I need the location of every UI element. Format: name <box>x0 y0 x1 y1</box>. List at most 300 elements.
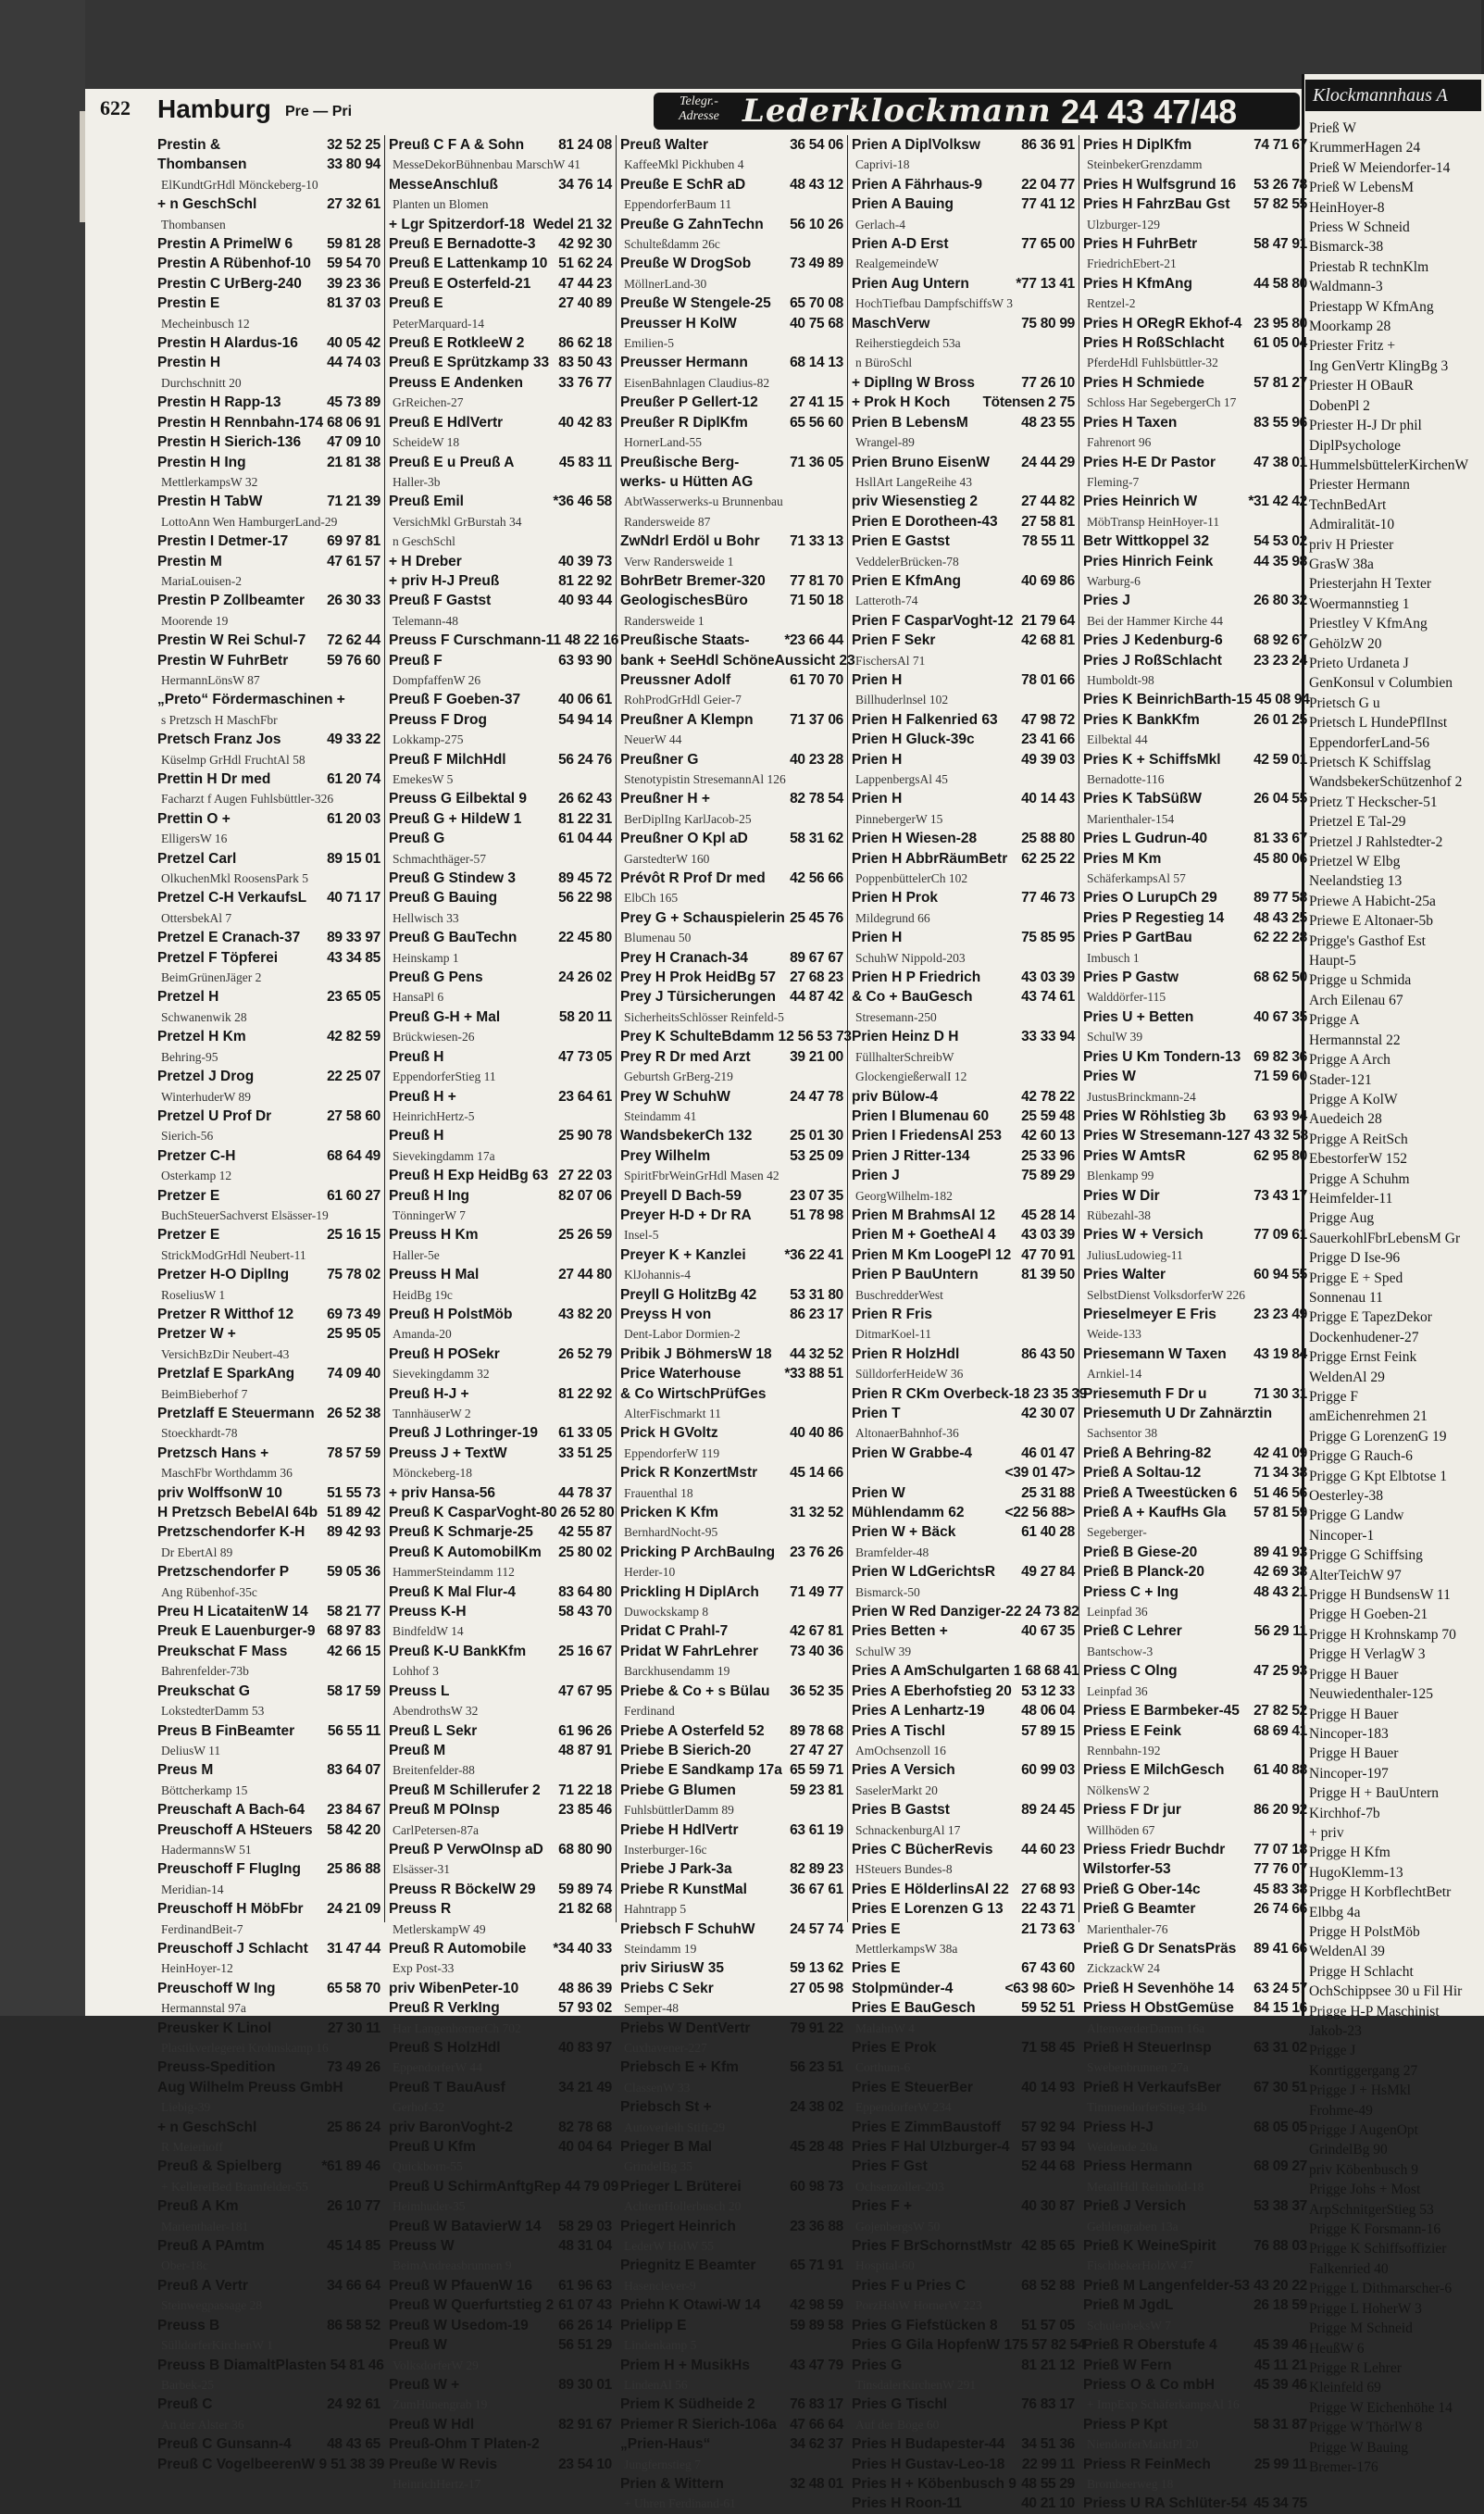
directory-entry <box>157 2217 380 2236</box>
directory-entry <box>1083 1186 1307 1206</box>
directory-entry <box>1083 2316 1307 2335</box>
entry-name: Pretzel Carl <box>157 850 237 867</box>
entry-name: EmekesW 5 <box>393 772 454 786</box>
directory-entry <box>1083 234 1307 254</box>
entry-name: Pries H-E Dr Pastor <box>1083 454 1216 470</box>
entry-name: Bahrenfelder-73b <box>161 1664 249 1679</box>
entry-name: Prien A DiplVolksw <box>852 137 980 153</box>
entry-phone: 27 58 81 <box>1021 513 1075 530</box>
directory-entry <box>389 2137 612 2157</box>
entry-name: Prien R CKm Overbeck-18 <box>852 1385 1030 1402</box>
entry-phone: 57 93 94 <box>1021 2139 1075 2156</box>
entry-name: DitmarKoel-11 <box>855 1327 931 1342</box>
entry-name: Preuschoff F FlugIng <box>157 1861 301 1878</box>
entry-name: VersichBzDir Neubert-43 <box>161 1346 290 1361</box>
entry-phone: 65 56 60 <box>790 414 843 431</box>
entry-name: MettlerkampsW 32 <box>161 474 258 489</box>
directory-entry <box>1083 1265 1307 1284</box>
directory-entry <box>852 928 1075 947</box>
next-page-entry: Bremer-176 <box>1309 2458 1378 2475</box>
directory-entry <box>620 234 843 254</box>
directory-entry <box>389 2335 612 2355</box>
directory-entry <box>620 789 843 808</box>
directory-entry <box>389 2395 612 2414</box>
directory-entry <box>852 1840 1075 1859</box>
entry-name: Preus M <box>157 1762 214 1779</box>
directory-entry <box>157 1423 380 1443</box>
entry-phone: 61 96 63 <box>558 2277 612 2294</box>
entry-name: Prey H Cranach-34 <box>620 949 748 966</box>
entry-name: Marienthaler-154 <box>1087 811 1175 826</box>
entry-name: Haller-5e <box>393 1247 440 1262</box>
entry-name: Mecheinbusch 12 <box>161 316 250 331</box>
entry-name: Pries H RoßSchlacht <box>1083 335 1225 352</box>
directory-entry <box>852 1562 1075 1582</box>
entry-phone: 71 33 13 <box>790 533 843 550</box>
entry-name: Wrangel-89 <box>855 435 915 450</box>
entry-phone: 54 53 02 <box>1253 533 1307 550</box>
entry-phone: 42 59 01 <box>1253 751 1307 768</box>
directory-entry <box>852 2019 1075 2038</box>
directory-entry <box>389 1939 612 1958</box>
directory-entry <box>620 1324 843 1344</box>
directory-entry <box>157 1364 380 1383</box>
directory-entry <box>389 1285 612 1305</box>
entry-name: Pries W AmtsR <box>1083 1147 1186 1164</box>
directory-entry <box>620 453 843 472</box>
entry-name: Pries E BauGesch <box>852 2000 976 2017</box>
entry-name: Facharzt f Augen Fuhlsbüttler-326 <box>161 792 334 807</box>
directory-entry <box>157 750 380 769</box>
directory-entry <box>620 750 843 769</box>
directory-entry <box>852 155 1075 174</box>
directory-entry <box>620 1800 843 1820</box>
entry-name: Prestin H TabW <box>157 494 263 510</box>
entry-phone: 62 22 28 <box>1253 930 1307 946</box>
directory-entry <box>1083 1880 1307 1899</box>
entry-phone: 81 33 67 <box>1253 831 1307 847</box>
next-page-entry: Prigge L HoherW 3 <box>1309 2300 1422 2317</box>
entry-phone: 42 30 07 <box>1021 1406 1075 1421</box>
entry-name: Preuß E HdlVertr <box>389 414 504 431</box>
entry-name: Breitenfelder-88 <box>393 1763 475 1778</box>
entry-phone: 34 62 37 <box>790 2436 843 2453</box>
next-page-entry: Priewe E Altonaer-5b <box>1309 913 1433 930</box>
directory-entry <box>157 1899 380 1919</box>
directory-entry <box>852 492 1075 511</box>
directory-entry <box>852 353 1075 372</box>
directory-entry <box>620 1840 843 1859</box>
directory-entry <box>852 1621 1075 1641</box>
directory-entry <box>157 274 380 294</box>
entry-name: Emilien-5 <box>624 336 674 351</box>
entry-phone: 65 58 70 <box>327 1980 380 1996</box>
entry-phone: 83 64 07 <box>327 1762 380 1779</box>
directory-entry <box>620 175 843 194</box>
entry-name: Preuß F <box>389 652 443 669</box>
entry-name: Prien P BauUntern <box>852 1267 979 1283</box>
entry-phone: 40 30 87 <box>1021 2198 1075 2215</box>
directory-entry <box>852 1146 1075 1166</box>
entry-name: Pries H DiplKfm <box>1083 137 1192 153</box>
directory-entry <box>389 1047 612 1067</box>
directory-entry <box>1083 215 1307 234</box>
entry-name: Schloss Har SegebergerCh 17 <box>1087 395 1237 410</box>
entry-name: Priesemuth F Dr u <box>1083 1385 1207 1402</box>
entry-name: HadermannsW 51 <box>161 1842 252 1857</box>
directory-entry <box>1083 333 1307 353</box>
next-page-entry: EppendorferLand-56 <box>1309 734 1429 751</box>
directory-entry <box>389 1840 612 1859</box>
directory-entry <box>389 1880 612 1899</box>
entry-phone: 26 52 79 <box>558 1345 612 1362</box>
entry-phone: 48 43 65 <box>327 2436 380 2453</box>
entry-phone: 45 83 11 <box>558 454 612 470</box>
entry-name: Prien M + GoetheAl 4 <box>852 1227 996 1244</box>
entry-name: Plastikverlegerei Krohnskamp 16 <box>161 2041 329 2055</box>
entry-name: BernhardNocht-95 <box>624 1525 718 1540</box>
next-page-entry: Falkenried 40 <box>1309 2260 1389 2277</box>
entry-name: Pretzel E Cranach-37 <box>157 930 301 946</box>
entry-phone: *36 22 41 <box>784 1246 843 1263</box>
directory-entry <box>620 1760 843 1780</box>
entry-name: Preuss K-H <box>389 1604 467 1620</box>
entry-phone: 40 42 83 <box>558 414 612 431</box>
entry-name: Pries J Kedenburg-6 <box>1083 632 1223 649</box>
entry-name: SchulW 39 <box>855 1644 912 1658</box>
entry-name: Prien E KfmAng <box>852 572 961 589</box>
directory-entry <box>620 690 843 709</box>
entry-phone: 78 57 59 <box>327 1445 380 1461</box>
entry-phone: 76 88 03 <box>1253 2238 1307 2255</box>
next-page-entry: GenKonsul v Columbien <box>1309 675 1453 692</box>
directory-entry <box>1083 809 1307 829</box>
entry-name: Pries G Fiefstücken 8 <box>852 2317 998 2333</box>
directory-entry <box>157 1621 380 1641</box>
entry-name: Cuxhavener-227 <box>624 2041 707 2055</box>
entry-phone: 68 52 88 <box>1021 2277 1075 2294</box>
directory-entry <box>852 1781 1075 1800</box>
entry-phone: 26 01 25 <box>1253 711 1307 728</box>
entry-name: Pridat W FahrLehrer <box>620 1643 758 1659</box>
entry-name: Amanda-20 <box>393 1327 452 1342</box>
directory-entry <box>620 2356 843 2375</box>
entry-name: HsllArt LangeReihe 43 <box>855 474 972 489</box>
entry-phone: 67 30 51 <box>1253 2079 1307 2095</box>
entry-phone: 23 41 66 <box>1021 732 1075 748</box>
entry-name: Preuß K Schmarje-25 <box>389 1524 533 1541</box>
entry-name: HornerLand-55 <box>624 435 702 450</box>
entry-phone: 69 73 49 <box>327 1306 380 1322</box>
entry-phone: 81 24 08 <box>558 137 612 153</box>
directory-entry <box>620 1958 843 1978</box>
entry-name: Preuß U SchirmAnftgRep <box>389 2178 562 2195</box>
entry-name: MaschFbr Worthdamm 36 <box>161 1466 293 1481</box>
directory-entry <box>620 968 843 987</box>
entry-name: Priess Hermann <box>1083 2158 1193 2175</box>
next-page-entry: Nincoper-183 <box>1309 1725 1389 1742</box>
entry-name: Autoverleih Stift-29 <box>624 2120 726 2134</box>
directory-entry <box>1083 314 1307 333</box>
entry-phone: 25 33 96 <box>1021 1147 1075 1164</box>
entry-name: HeinHoyer-12 <box>161 1961 233 1976</box>
entry-phone: 61 04 44 <box>558 831 612 847</box>
entry-name: Corthum-6 <box>855 2060 911 2075</box>
directory-entry <box>157 1741 380 1760</box>
directory-entry <box>852 1265 1075 1284</box>
entry-phone: *23 66 44 <box>784 632 843 649</box>
entry-name: Bantschow-3 <box>1087 1644 1154 1658</box>
directory-entry <box>389 1602 612 1621</box>
entry-name: Prien J <box>852 1168 900 1184</box>
entry-name: priv BaronVoght-2 <box>389 2119 514 2135</box>
entry-name: Pries U Km Tondern-13 <box>1083 1048 1241 1065</box>
entry-name: Pretzlaff E Steuermann <box>157 1406 315 1421</box>
entry-name: Pries C BücherRevis <box>852 1841 993 1857</box>
directory-entry <box>852 1305 1075 1324</box>
entry-name: Ober-18c <box>161 2258 208 2273</box>
directory-entry <box>157 1206 380 1225</box>
directory-entry <box>157 2335 380 2355</box>
entry-name: Prieß G Dr SenatsPräs <box>1083 1940 1237 1957</box>
entry-phone: 82 07 06 <box>558 1187 612 1204</box>
entry-name: Ferdinand <box>624 1704 675 1719</box>
directory-entry <box>389 1007 612 1027</box>
directory-entry <box>620 888 843 907</box>
entry-phone: 89 45 72 <box>558 870 612 887</box>
entry-phone: 77 46 73 <box>1021 890 1075 907</box>
entry-phone: 61 05 04 <box>1253 335 1307 352</box>
entry-phone: 40 14 43 <box>1021 791 1075 807</box>
directory-entry <box>1083 1721 1307 1741</box>
entry-name: Heimhuder-35 <box>393 2199 466 2214</box>
directory-entry <box>157 1562 380 1582</box>
entry-name: Prien Bruno EisenW <box>852 454 990 470</box>
entry-phone: 40 21 10 <box>1021 2495 1075 2512</box>
entry-name: Prielipp E <box>620 2317 687 2333</box>
entry-name: Hospital-60 <box>855 2258 915 2273</box>
directory-entry <box>852 2057 1075 2077</box>
entry-phone: 86 58 52 <box>327 2317 380 2333</box>
directory-entry <box>620 1642 843 1661</box>
entry-phone: 86 43 50 <box>1021 1345 1075 1362</box>
directory-entry <box>1083 670 1307 690</box>
directory-entry <box>389 1087 612 1107</box>
entry-name: Prestin C UrBerg-240 <box>157 275 302 292</box>
entry-name: Pries W Röhlstieg 3b <box>1083 1107 1227 1124</box>
directory-entry <box>1083 294 1307 313</box>
directory-entry <box>389 1423 612 1443</box>
directory-entry <box>157 532 380 551</box>
entry-name: ZickzackW 24 <box>1087 1961 1160 1976</box>
entry-name: NiendorferMarktPl 20 <box>1087 2437 1199 2452</box>
directory-entry <box>1083 413 1307 432</box>
entry-phone: 57 93 02 <box>558 2000 612 2017</box>
directory-entry <box>1083 2276 1307 2295</box>
directory-entry <box>852 1800 1075 1820</box>
directory-entry <box>157 472 380 492</box>
directory-entry <box>389 215 612 234</box>
entry-name: Priehn K Otawi-W 14 <box>620 2297 761 2314</box>
directory-entry <box>1083 274 1307 294</box>
entry-phone: 83 55 96 <box>1253 414 1307 431</box>
entry-name: Pries Betten + <box>852 1623 948 1640</box>
entry-name: Preußer P Gellert-12 <box>620 394 758 411</box>
entry-name: Priem H + MusikHs <box>620 2357 750 2373</box>
directory-entry <box>157 1384 380 1404</box>
entry-name: Prieß B Giese-20 <box>1083 1544 1198 1560</box>
directory-entry <box>157 1859 380 1879</box>
directory-entry <box>1083 1107 1307 1126</box>
entry-name: Priess F Dr jur <box>1083 1802 1181 1819</box>
entry-phone: 61 20 03 <box>327 810 380 827</box>
directory-entry <box>157 2256 380 2275</box>
entry-name: Pries A Tischl <box>852 1722 946 1739</box>
directory-entry <box>1083 532 1307 551</box>
entry-name: Preuß G Bauing <box>389 890 498 907</box>
entry-name: Pricking P ArchBauIng <box>620 1544 776 1560</box>
directory-entry <box>620 2236 843 2256</box>
directory-entry <box>389 908 612 928</box>
directory-entry <box>389 631 619 650</box>
entry-phone: 59 81 28 <box>327 236 380 253</box>
entry-name: Imbusch 1 <box>1087 950 1140 965</box>
entry-name: ElbCh 165 <box>624 891 679 906</box>
directory-entry <box>157 1543 380 1562</box>
directory-entry <box>620 472 843 492</box>
entry-phone: 59 05 36 <box>327 1564 380 1581</box>
entry-name: Pridat C Prahl-7 <box>620 1623 729 1640</box>
directory-entry <box>620 1661 843 1681</box>
entry-name: Arnkiel-14 <box>1087 1367 1142 1382</box>
entry-name: Prien H <box>852 791 903 807</box>
entry-name: Osterkamp 12 <box>161 1169 232 1183</box>
directory-entry <box>852 215 1075 234</box>
directory-entry <box>852 750 1075 769</box>
directory-entry <box>620 274 843 294</box>
next-page-entry: Admiralität-10 <box>1309 517 1395 533</box>
entry-phone: 36 54 06 <box>790 137 843 153</box>
entry-phone: 86 62 18 <box>558 335 612 352</box>
entry-name: Priess C + Ing <box>1083 1583 1178 1600</box>
next-page-entry: Prigge E + Sped <box>1309 1270 1403 1286</box>
next-page-entry: Priess W Schneid <box>1309 219 1410 236</box>
entry-name: Semper-48 <box>624 2001 679 2016</box>
directory-entry <box>389 294 612 313</box>
directory-entry <box>620 2097 843 2117</box>
entry-name: Schmachthäger-57 <box>393 851 486 866</box>
directory-entry <box>620 135 843 155</box>
directory-entry <box>389 2038 612 2057</box>
entry-phone: 43 20 22 <box>1253 2277 1307 2294</box>
entry-name: Prien F Sekr <box>852 632 936 649</box>
entry-name: Leinpfad 36 <box>1087 1683 1148 1698</box>
next-page-entry: Prigge M Schneid <box>1309 2320 1413 2337</box>
entry-name: Marienthaler-181 <box>161 2219 249 2233</box>
entry-name: Preußner G <box>620 751 699 768</box>
entry-name: Pries F Hal Ulzburger-4 <box>852 2139 1010 2156</box>
entry-phone: 43 19 84 <box>1253 1345 1307 1362</box>
entry-phone: 51 62 24 <box>558 256 612 272</box>
entry-name: Preyell D Bach-59 <box>620 1187 742 1204</box>
entry-phone: 54 81 46 <box>330 2357 384 2373</box>
entry-name: Priebs C Sekr <box>620 1980 714 1996</box>
directory-entry <box>620 373 843 393</box>
entry-name: Prieß R Oberstufe 4 <box>1083 2337 1217 2354</box>
directory-entry <box>157 2157 380 2176</box>
entry-phone: 81 37 03 <box>327 295 380 312</box>
entry-phone: 86 36 91 <box>1021 137 1075 153</box>
entry-name: StrickModGrHdl Neubert-11 <box>161 1247 306 1262</box>
next-page-entry: Prigge A ReitSch <box>1309 1131 1408 1147</box>
entry-name: + Lgr Spitzerdorf-18 <box>389 216 525 232</box>
directory-entry <box>852 194 1075 214</box>
entry-phone: 59 23 81 <box>790 1782 843 1798</box>
directory-entry <box>389 1582 612 1602</box>
directory-entry <box>620 2276 843 2295</box>
entry-name: Pretzer W + <box>157 1326 236 1343</box>
directory-entry <box>389 2295 612 2315</box>
entry-phone: 23 95 80 <box>1253 315 1307 331</box>
directory-entry <box>620 1166 843 1185</box>
entry-phone: 40 93 44 <box>558 593 612 609</box>
entry-phone: 46 01 47 <box>1021 1445 1075 1461</box>
entry-name: Preussner Adolf <box>620 671 731 688</box>
directory-entry <box>157 314 380 333</box>
entry-name: Pries H Roon-11 <box>852 2495 962 2512</box>
entry-name: MaschVerw <box>852 315 930 331</box>
entry-name: Preuß H PolstMöb <box>389 1306 513 1322</box>
entry-phone: 47 25 93 <box>1253 1663 1307 1680</box>
entry-name: Pries W <box>1083 1069 1136 1085</box>
directory-entry <box>157 2356 384 2375</box>
directory-entry <box>1083 1621 1307 1641</box>
entry-phone: 44 60 23 <box>1021 1841 1075 1857</box>
entry-name: Hellwisch 33 <box>393 910 459 925</box>
directory-entry <box>1083 928 1307 947</box>
directory-entry <box>157 1701 380 1720</box>
entry-phone: <39 01 47> <box>1004 1465 1075 1482</box>
entry-phone: 77 76 07 <box>1253 1861 1307 1878</box>
directory-entry <box>157 413 380 432</box>
next-page-entry: Prigge J AugenOpt <box>1309 2122 1418 2139</box>
entry-phone: 40 04 64 <box>558 2139 612 2156</box>
entry-phone: 47 61 57 <box>327 553 380 569</box>
directory-entry <box>620 2434 843 2454</box>
entry-name: Priebsch F SchuhW <box>620 1920 755 1937</box>
directory-entry <box>389 552 612 571</box>
directory-entry <box>1083 472 1307 492</box>
directory-entry <box>389 1859 612 1879</box>
entry-phone: 77 41 12 <box>1021 196 1075 213</box>
entry-phone: 23 23 24 <box>1253 652 1307 669</box>
directory-entry <box>620 2335 843 2355</box>
directory-entry <box>157 175 380 194</box>
entry-phone: 42 98 59 <box>790 2297 843 2314</box>
entry-phone: 63 61 19 <box>790 1821 843 1838</box>
entry-name: bank + SeeHdl SchöneAussicht 23 <box>620 652 855 669</box>
entry-phone: 45 39 46 <box>1253 2376 1307 2393</box>
entry-name: Pries G Tischl <box>852 2396 948 2413</box>
directory-entry <box>620 948 843 968</box>
entry-name: Prien E Dorotheen-43 <box>852 513 998 530</box>
entry-name: Prieß H Sevenhöhe 14 <box>1083 1980 1234 1996</box>
next-page-entry: Prigge H VerlagW 3 <box>1309 1646 1426 1663</box>
directory-entry <box>620 1186 843 1206</box>
directory-entry <box>852 274 1075 294</box>
entry-name: GarstedterW 160 <box>624 851 710 866</box>
entry-name: Prestin H <box>157 355 221 371</box>
